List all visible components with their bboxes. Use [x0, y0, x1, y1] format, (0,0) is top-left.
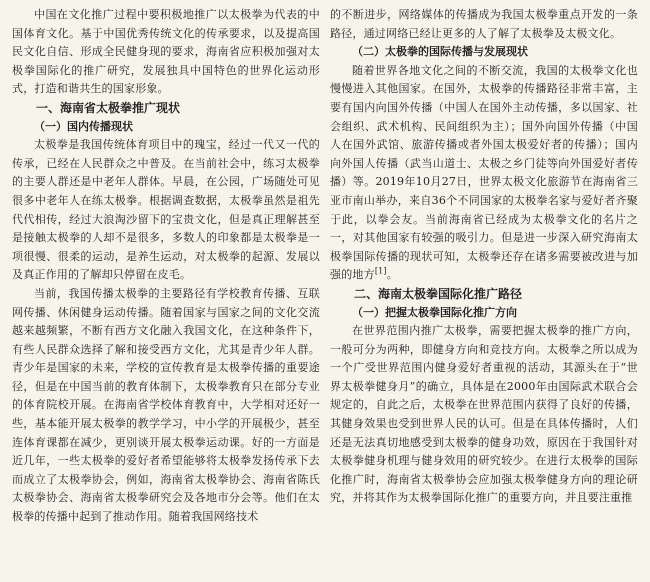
subsection-heading-direction: （一）把握太极拳国际化推广方向 [352, 305, 517, 319]
right-column [330, 6, 638, 582]
left-column [12, 6, 320, 582]
subsection-heading-domestic: （一）国内传播现状 [34, 119, 133, 133]
section-heading-2: 二、海南太极拳国际化推广路径 [354, 286, 523, 301]
paragraph-international-text: 随着世界各地文化之间的不断交流，我国的太极拳文化也慢慢进入其他国家。在国外，太极拳的传播路径非常丰富，主要有国内向国外传播（中国人在国外主动传播，多以国家、社会组织、武术机构、民间组织为主）；国外向国外传播（中国人在国外武馆、旅游传播或者外国太极爱好者的传播）；国内向外国人传播（武当山道士、太极之乡门徒等向外国爱好者传播）等。2019年10月27日，世界太极文化旅游节在海南省三亚市南山举办，来自36个不同国家的太极拳名家与爱好者齐聚于此，以拳会友。当前海南省已经成为太极拳文化的名片之一，对其他国家有较强的吸引力。但是进一步深入研究海南太极拳国际传播的现状可知，太极拳还存在诸多需要被改进与加强的地方 [330, 63, 638, 282]
paragraph-direction: 在世界范围内推广太极拳，需要把握太极拳的推广方向，一般可分为两种，即健身方向和竞技方向。太极拳之所以成为一个广受世界范围内健身爱好者重视的活动，其源头在于“世界太极拳健身月”的确立，具体是在2000年由国际武术联合会规定的，自此之后，太极拳在世界范围内获得了良好的传播，其健身效果也受到世界人民的认可。但是在具体传播时，人们还是无法真切地感受到太极拳的健身功效，原因在于我国针对太极拳健身机理与健身效用的研究较少。在进行太极拳的国际化推广时，海南省太极拳协会应加强太极拳健身方向的理论研究，并将其作为太极拳国际化推广的重要方向，并且要注重推 [330, 324, 638, 505]
paragraph-domestic-2: 当前，我国传播太极拳的主要路径有学校教育传播、互联网传播、休闲健身运动传播。随着国家与国家之间的文化交流越来越频繁，不断有西方文化融入我国文化，在这种条件下，有些人民群众选择了解和接受西方文化，尤其是青少年人群。青少年是国家的未来，学校的宣传教育是太极拳传播的重要途径，但是在中国当前的教育体制下，太极拳教育只在部分专业的体育院校开展。在海南省学校体育教育中，大学相对还好一些，基本能开展太极拳的教学学习，中小学的开展极少，甚至连体育课都在减少，更别谈开展太极拳运动课。好的一方面是近几年，一些太极拳的爱好者希望能够将太极拳发扬传承下去而成立了太极拳协会，例如，海南省太极拳协会、海南省陈氏太极拳协会、海南省太极拳研究会及各地市分会等。他们在太极拳的传播中起到了推动作用。随着我国网络技术 [12, 286, 320, 524]
paragraph-international [330, 62, 638, 285]
subsection-heading-international: （二）太极拳的国际传播与发展现状 [352, 45, 528, 59]
paragraph-domestic-1: 太极拳是我国传统体育项目中的瑰宝，经过一代又一代的传承，已经在人民群众之中普及。在当前社会中，练习太极拳的主要人群还是中老年人群体。早晨，在公园，广场随处可见很多中老年人在练太极拳。根据调查数据，太极拳虽然是祖先代代相传，经过大浪淘沙留下的宝贵文化，但是真正理解甚至是接触太极拳的人却不是很多，多数人的印象都是太极拳是一项很慢、很柔的运动，是养生运动，对太极拳的起源、发展以及真正作用的了解却只停留在皮毛。 [12, 138, 320, 282]
intro-paragraph: 中国在文化推广过程中要积极地推广以太极拳为代表的中国体育文化。基于中国优秀传统文化的传承要求，以及提高国民文化自信、形成全民健身现的要求，海南省应积极加强对太极拳国际化的推广研究，发展独具中国特色的世界化运动形式，打造和谐共生的国家形象。 [12, 8, 320, 96]
paragraph-international-end: 。 [386, 268, 398, 282]
citation-marker: [1] [374, 266, 387, 276]
section-heading-1: 一、海南省太极拳推广现状 [36, 100, 181, 115]
paragraph-continued: 的不断进步，网络媒体的传播成为我国太极拳重点开发的一条路径，通过网络已经让更多的人了解了太极拳及太极文化。 [330, 8, 638, 40]
